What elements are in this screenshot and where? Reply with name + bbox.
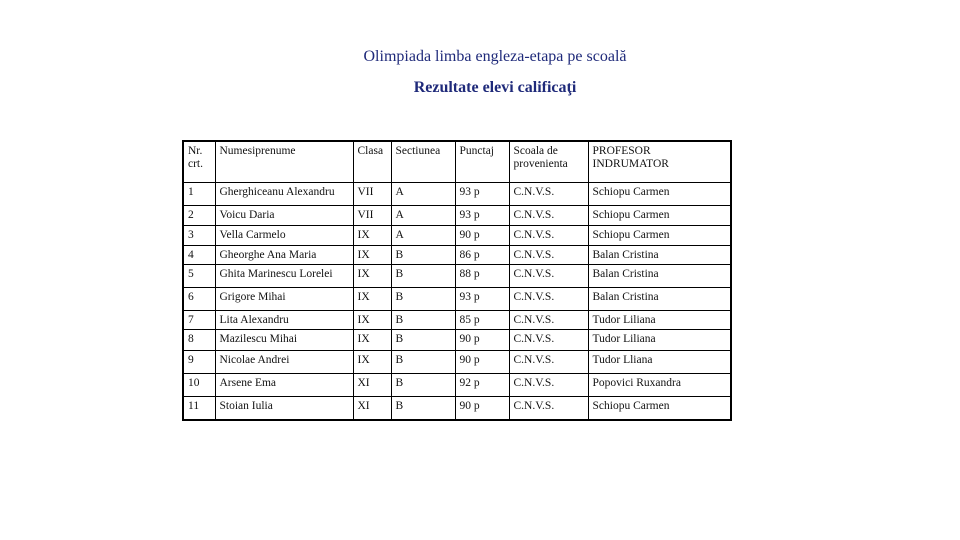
cell-punctaj: 92 p [455, 374, 509, 397]
cell-clasa: VII [353, 206, 391, 226]
page-subtitle: Rezultate elevi calificaţi [413, 79, 577, 96]
cell-sectiunea: B [391, 330, 455, 351]
cell-sectiunea: B [391, 397, 455, 421]
cell-scoala: C.N.V.S. [509, 311, 588, 330]
table-row [183, 374, 731, 397]
cell-profesor: Schiopu Carmen [588, 183, 731, 206]
cell-punctaj: 86 p [455, 246, 509, 265]
cell-profesor: Schiopu Carmen [588, 397, 731, 421]
cell-nume: Lita Alexandru [215, 311, 353, 330]
cell-sectiunea: A [391, 206, 455, 226]
cell-punctaj: 90 p [455, 330, 509, 351]
cell-profesor: Schiopu Carmen [588, 206, 731, 226]
cell-scoala: C.N.V.S. [509, 183, 588, 206]
cell-profesor: Balan Cristina [588, 246, 731, 265]
cell-nr: 3 [183, 226, 215, 246]
header-scoala: Scoala de provenienta [509, 141, 588, 183]
cell-nume: Stoian Iulia [215, 397, 353, 421]
cell-sectiunea: B [391, 288, 455, 311]
cell-nr: 7 [183, 311, 215, 330]
cell-nume: Nicolae Andrei [215, 351, 353, 374]
results-table [182, 140, 732, 421]
cell-punctaj: 90 p [455, 397, 509, 421]
table-row [183, 311, 731, 330]
cell-sectiunea: B [391, 311, 455, 330]
cell-scoala: C.N.V.S. [509, 246, 588, 265]
table-row [183, 183, 731, 206]
header-punctaj: Punctaj [455, 141, 509, 183]
table-row [183, 206, 731, 226]
header-nume: Numesiprenume [215, 141, 353, 183]
cell-nr: 2 [183, 206, 215, 226]
table-row [183, 265, 731, 288]
cell-nume: Vella Carmelo [215, 226, 353, 246]
cell-scoala: C.N.V.S. [509, 206, 588, 226]
cell-nume: Grigore Mihai [215, 288, 353, 311]
cell-punctaj: 90 p [455, 226, 509, 246]
cell-nr: 10 [183, 374, 215, 397]
cell-nr: 6 [183, 288, 215, 311]
cell-scoala: C.N.V.S. [509, 265, 588, 288]
cell-clasa: XI [353, 374, 391, 397]
cell-scoala: C.N.V.S. [509, 374, 588, 397]
cell-nr: 11 [183, 397, 215, 421]
cell-punctaj: 93 p [455, 206, 509, 226]
cell-nr: 4 [183, 246, 215, 265]
header-clasa: Clasa [353, 141, 391, 183]
cell-nume: Gheorghe Ana Maria [215, 246, 353, 265]
cell-nume: Voicu Daria [215, 206, 353, 226]
cell-profesor: Balan Cristina [588, 265, 731, 288]
cell-sectiunea: B [391, 351, 455, 374]
cell-nr: 5 [183, 265, 215, 288]
cell-scoala: C.N.V.S. [509, 397, 588, 421]
cell-punctaj: 88 p [455, 265, 509, 288]
header-sectiunea: Sectiunea [391, 141, 455, 183]
cell-sectiunea: B [391, 246, 455, 265]
header-nr: Nr. crt. [183, 141, 215, 183]
header-profesor: PROFESOR INDRUMATOR [588, 141, 731, 183]
cell-sectiunea: A [391, 183, 455, 206]
cell-sectiunea: B [391, 265, 455, 288]
cell-scoala: C.N.V.S. [509, 330, 588, 351]
cell-clasa: IX [353, 226, 391, 246]
cell-nume: Mazilescu Mihai [215, 330, 353, 351]
cell-clasa: IX [353, 311, 391, 330]
cell-nr: 1 [183, 183, 215, 206]
table-row [183, 397, 731, 421]
cell-punctaj: 93 p [455, 288, 509, 311]
cell-clasa: VII [353, 183, 391, 206]
cell-punctaj: 90 p [455, 351, 509, 374]
cell-nume: Gherghiceanu Alexandru [215, 183, 353, 206]
cell-profesor: Balan Cristina [588, 288, 731, 311]
cell-profesor: Popovici Ruxandra [588, 374, 731, 397]
cell-nr: 9 [183, 351, 215, 374]
cell-profesor: Tudor Lliana [588, 351, 731, 374]
cell-profesor: Schiopu Carmen [588, 226, 731, 246]
cell-clasa: IX [353, 288, 391, 311]
cell-punctaj: 85 p [455, 311, 509, 330]
page-title: Olimpiada limba engleza-etapa pe scoală [363, 48, 627, 65]
cell-sectiunea: B [391, 374, 455, 397]
cell-clasa: XI [353, 397, 391, 421]
cell-scoala: C.N.V.S. [509, 226, 588, 246]
cell-nume: Arsene Ema [215, 374, 353, 397]
table-row [183, 288, 731, 311]
table-header-row [183, 141, 731, 183]
cell-clasa: IX [353, 351, 391, 374]
cell-clasa: IX [353, 330, 391, 351]
cell-nume: Ghita Marinescu Lorelei [215, 265, 353, 288]
cell-profesor: Tudor Liliana [588, 311, 731, 330]
cell-sectiunea: A [391, 226, 455, 246]
cell-scoala: C.N.V.S. [509, 288, 588, 311]
table-row [183, 246, 731, 265]
table-row [183, 330, 731, 351]
cell-clasa: IX [353, 246, 391, 265]
table-row [183, 351, 731, 374]
cell-nr: 8 [183, 330, 215, 351]
cell-clasa: IX [353, 265, 391, 288]
table-row [183, 226, 731, 246]
cell-profesor: Tudor Liliana [588, 330, 731, 351]
cell-punctaj: 93 p [455, 183, 509, 206]
cell-scoala: C.N.V.S. [509, 351, 588, 374]
